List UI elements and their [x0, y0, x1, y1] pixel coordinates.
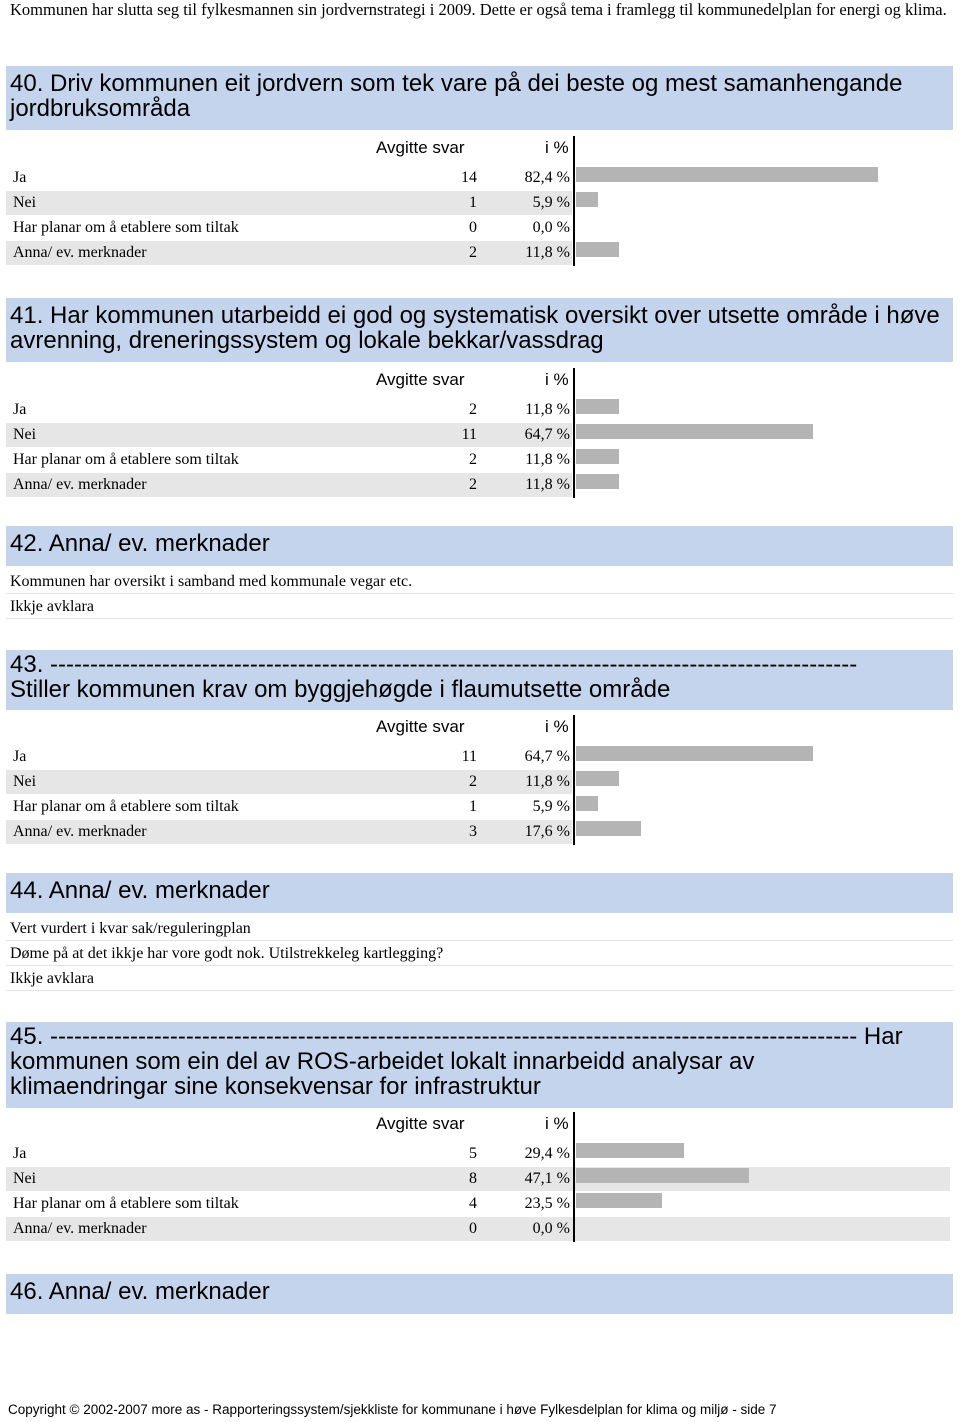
- row-percent: 5,9 %: [532, 798, 570, 815]
- percent-bar: [576, 449, 619, 464]
- column-header-percent: i %: [545, 1114, 569, 1133]
- table-row: [6, 241, 572, 265]
- row-label: Nei: [13, 773, 37, 790]
- row-label: Ja: [13, 748, 27, 765]
- column-header-count: Avgitte svar: [376, 370, 465, 389]
- question-44-comment: Ikkje avklara: [6, 967, 953, 991]
- table-row: [6, 770, 572, 794]
- row-label: Har planar om å etablere som tiltak: [13, 451, 239, 468]
- question-42-heading: [6, 526, 953, 566]
- percent-bar: [576, 242, 619, 257]
- question-41-heading: [6, 298, 953, 362]
- row-count: 4: [469, 1195, 477, 1212]
- question-45-title-dashes: 45. ----------------------------------------------------------------------------------------------------- Har: [10, 1023, 903, 1050]
- row-count: 1: [469, 798, 477, 815]
- row-percent: 17,6 %: [524, 823, 570, 840]
- table-row: [6, 1142, 572, 1166]
- percent-bar: [576, 1168, 749, 1183]
- question-45-title: kommunen som ein del av ROS-arbeidet lokalt innarbeidd analysar av: [10, 1048, 755, 1075]
- row-percent: 11,8 %: [525, 401, 570, 418]
- table-row: [6, 820, 572, 844]
- table-row: [6, 745, 572, 769]
- question-40-title: 40. Driv kommunen eit jordvern som tek vare på dei beste og mest samanhengande jordbruksområda: [10, 70, 903, 122]
- question-43-title-dashes: 43. -----------------------------------------------------------------------------------------------------: [10, 651, 858, 678]
- question-46-title: 46. Anna/ ev. merknader: [10, 1278, 270, 1305]
- row-label: Ja: [13, 1145, 27, 1162]
- row-percent: 11,8 %: [525, 244, 570, 261]
- row-label: Nei: [13, 1170, 37, 1187]
- percent-bar: [576, 1193, 662, 1208]
- table-row: [6, 1192, 572, 1216]
- row-label: Anna/ ev. merknader: [13, 476, 147, 493]
- percent-bar: [576, 796, 598, 811]
- question-44-heading: [6, 873, 953, 913]
- table-row: [6, 166, 572, 190]
- question-45-heading: [6, 1022, 953, 1108]
- table-row: [6, 795, 572, 819]
- column-header-count: Avgitte svar: [376, 138, 465, 157]
- row-percent: 47,1 %: [524, 1170, 570, 1187]
- row-count: 2: [469, 401, 477, 418]
- row-percent: 11,8 %: [525, 476, 570, 493]
- row-percent: 0,0 %: [532, 1220, 570, 1237]
- row-label: Anna/ ev. merknader: [13, 823, 147, 840]
- row-count: 8: [469, 1170, 477, 1187]
- percent-bar: [576, 771, 619, 786]
- footer-copyright: Copyright © 2002-2007 more as - Rapporteringssystem/sjekkliste for kommunane i høve Fylkesdelplan for klima og miljø - side 7: [8, 1402, 777, 1417]
- percent-bar: [576, 399, 619, 414]
- row-count: 0: [469, 1220, 477, 1237]
- row-label: Ja: [13, 401, 27, 418]
- column-header-percent: i %: [545, 138, 569, 157]
- row-label: Anna/ ev. merknader: [13, 244, 147, 261]
- percent-bar: [576, 746, 813, 761]
- percent-bar: [576, 192, 598, 207]
- row-count: 11: [461, 748, 477, 765]
- row-percent: 29,4 %: [524, 1145, 570, 1162]
- row-label: Har planar om å etablere som tiltak: [13, 219, 239, 236]
- row-background: [572, 1217, 950, 1241]
- axis-line: [573, 1112, 575, 1242]
- row-label: Har planar om å etablere som tiltak: [13, 798, 239, 815]
- row-label: Ja: [13, 169, 27, 186]
- axis-line: [573, 368, 575, 498]
- row-count: 0: [469, 219, 477, 236]
- column-header-count: Avgitte svar: [376, 717, 465, 736]
- row-count: 1: [469, 194, 477, 211]
- row-count: 14: [461, 169, 477, 186]
- question-46-heading: [6, 1274, 953, 1314]
- question-41-title: 41. Har kommunen utarbeidd ei god og systematisk oversikt over utsette område i høve avrenning, dreneringssystem og lokale bekkar/vassdrag: [10, 302, 940, 354]
- row-percent: 0,0 %: [532, 219, 570, 236]
- row-count: 2: [469, 773, 477, 790]
- percent-bar: [576, 1143, 684, 1158]
- question-40-heading: [6, 66, 953, 130]
- row-percent: 11,8 %: [525, 773, 570, 790]
- percent-bar: [576, 167, 878, 182]
- percent-bar: [576, 474, 619, 489]
- column-header-count: Avgitte svar: [376, 1114, 465, 1133]
- table-row: [6, 1217, 572, 1241]
- axis-line: [573, 136, 575, 266]
- row-count: 2: [469, 244, 477, 261]
- table-row: [6, 473, 572, 497]
- question-44-title: 44. Anna/ ev. merknader: [10, 877, 270, 904]
- table-row: [6, 448, 572, 472]
- table-row: [6, 1167, 572, 1191]
- percent-bar: [576, 424, 813, 439]
- question-44-comment: Vert vurdert i kvar sak/reguleringplan: [6, 917, 953, 941]
- row-count: 3: [469, 823, 477, 840]
- question-43-title: Stiller kommunen krav om byggjehøgde i flaumutsette område: [10, 676, 671, 703]
- row-percent: 23,5 %: [524, 1195, 570, 1212]
- row-count: 11: [461, 426, 477, 443]
- row-label: Nei: [13, 194, 37, 211]
- question-45-title-end: klimaendringar sine konsekvensar for infrastruktur: [10, 1073, 541, 1100]
- table-row: [6, 216, 572, 240]
- row-count: 2: [469, 451, 477, 468]
- table-row: [6, 191, 572, 215]
- question-42-title: 42. Anna/ ev. merknader: [10, 530, 270, 557]
- table-row: [6, 423, 572, 447]
- row-percent: 64,7 %: [524, 426, 570, 443]
- row-label: Anna/ ev. merknader: [13, 1220, 147, 1237]
- row-percent: 11,8 %: [525, 451, 570, 468]
- question-42-comment: Kommunen har oversikt i samband med kommunale vegar etc.: [6, 570, 953, 594]
- row-percent: 64,7 %: [524, 748, 570, 765]
- column-header-percent: i %: [545, 717, 569, 736]
- question-42-comment: Ikkje avklara: [6, 595, 953, 619]
- row-count: 2: [469, 476, 477, 493]
- question-44-comment: Døme på at det ikkje har vore godt nok. Utilstrekkeleg kartlegging?: [6, 942, 953, 966]
- row-label: Har planar om å etablere som tiltak: [13, 1195, 239, 1212]
- axis-line: [573, 715, 575, 845]
- table-row: [6, 398, 572, 422]
- row-label: Nei: [13, 426, 37, 443]
- row-percent: 82,4 %: [524, 169, 570, 186]
- row-percent: 5,9 %: [532, 194, 570, 211]
- percent-bar: [576, 821, 641, 836]
- intro-text: Kommunen har slutta seg til fylkesmannen sin jordvernstrategi i 2009. Dette er også tema i framlegg til kommunedelplan for energi og klima.: [10, 0, 947, 19]
- row-count: 5: [469, 1145, 477, 1162]
- question-43-heading: [6, 650, 953, 710]
- column-header-percent: i %: [545, 370, 569, 389]
